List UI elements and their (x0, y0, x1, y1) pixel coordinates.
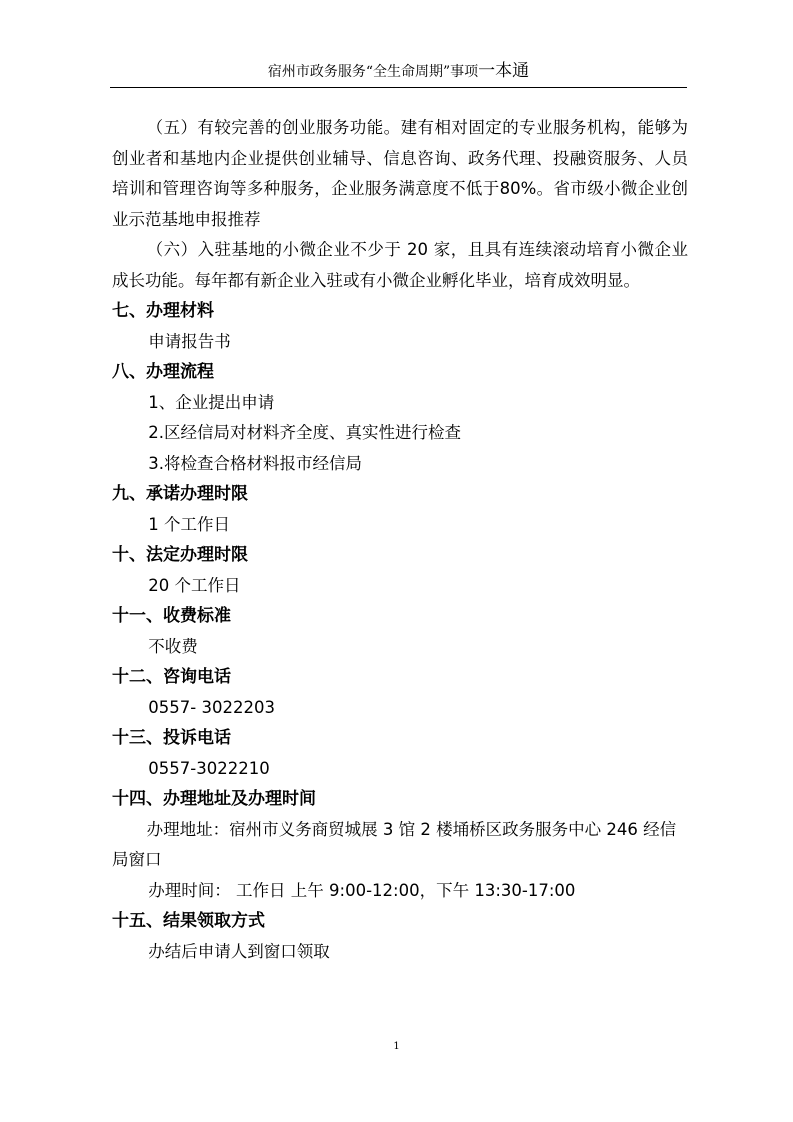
fees-value: 不收费 (148, 636, 198, 656)
office-address: 办理地址：宿州市义务商贸城展 3 馆 2 楼埇桥区政务服务中心 246 经信局窗口 (112, 819, 677, 869)
section-heading-materials: 七、办理材料 (112, 301, 214, 321)
document-body (112, 113, 688, 967)
header-title: 宿州市政务服务“全生命周期”事项 (267, 64, 479, 80)
process-step-2: 2.区经信局对材料齐全度、真实性进行检查 (148, 423, 462, 442)
paragraph-6: （六）入驻基地的小微企业不少于 20 家，且具有连续滚动培育小微企业成长功能。每年都有新企业入驻或有小微企业孵化毕业，培育成效明显。 (112, 240, 688, 290)
process-step-1: 1、企业提出申请 (148, 392, 275, 412)
process-step-3: 3.将检查合格材料报市经信局 (148, 453, 363, 473)
paragraph-5: （五）有较完善的创业服务功能。建有相对固定的专业服务机构，能够为创业者和基地内企业提供创业辅导、信息咨询、政务代理、投融资服务、人员培训和管理咨询等多种服务，企业服务满意度不低于80%。省市级小微企业创业示范基地申报推荐 (112, 118, 688, 229)
inquiry-phone-value: 0557- 3022203 (148, 697, 275, 717)
materials-item: 申请报告书 (148, 331, 231, 351)
complaint-phone-value: 0557-3022210 (148, 758, 270, 778)
section-heading-legal-time: 十、法定办理时限 (112, 545, 248, 565)
header-divider (110, 87, 687, 88)
section-heading-result-pickup: 十五、结果领取方式 (112, 911, 265, 931)
header-title-suffix: 一本通 (478, 61, 530, 81)
section-heading-fees: 十一、收费标准 (112, 606, 231, 626)
promised-time-value: 1 个工作日 (148, 514, 231, 534)
section-heading-inquiry-phone: 十二、咨询电话 (112, 667, 231, 687)
legal-time-value: 20 个工作日 (148, 575, 241, 595)
section-heading-process: 八、办理流程 (112, 362, 214, 382)
page-header (110, 62, 687, 81)
section-heading-promised-time: 九、承诺办理时限 (112, 484, 248, 504)
section-heading-address-hours: 十四、办理地址及办理时间 (112, 789, 316, 809)
office-hours: 办理时间： 工作日 上午 9:00-12:00，下午 13:30-17:00 (148, 880, 576, 900)
page-number: 1 (393, 1041, 400, 1052)
section-heading-complaint-phone: 十三、投诉电话 (112, 728, 231, 748)
result-pickup-value: 办结后申请人到窗口领取 (148, 941, 330, 961)
